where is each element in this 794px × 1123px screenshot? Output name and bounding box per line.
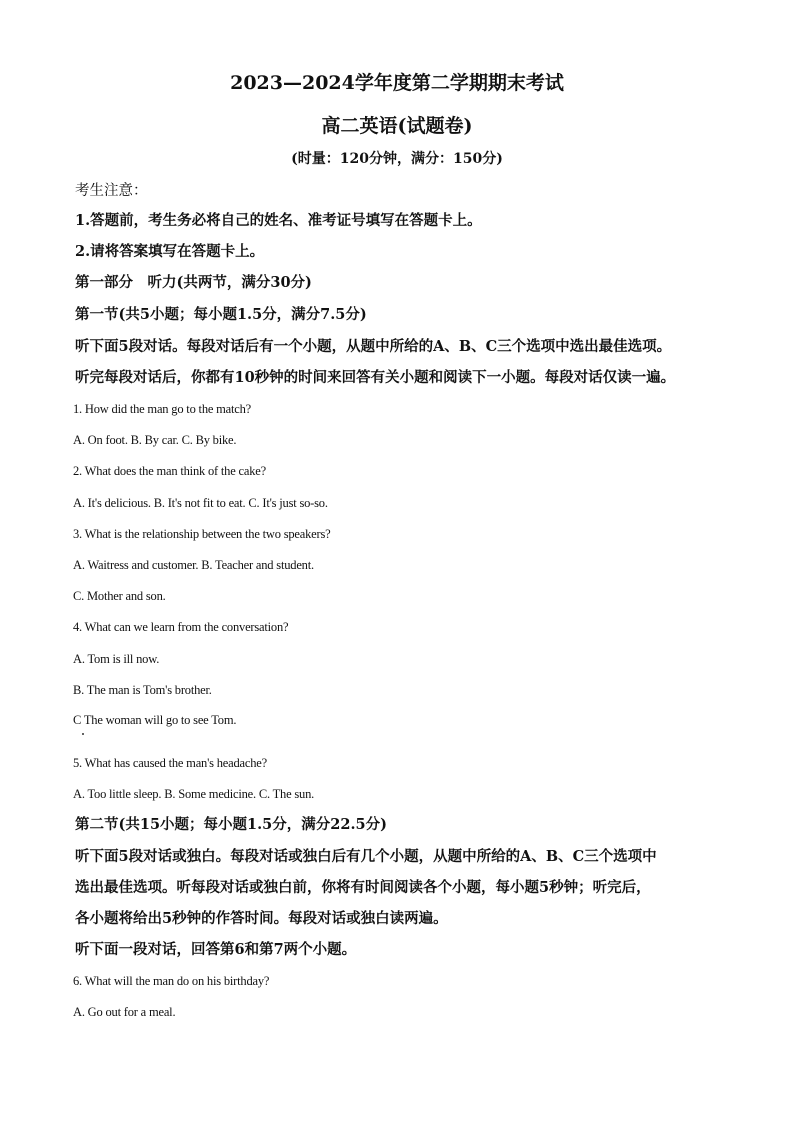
question-4-option-a: A. Tom is ill now.: [73, 652, 160, 666]
section2-instruction-4: 听下面一段对话，回答第6和第7两个小题。: [75, 941, 357, 958]
question-3: 3. What is the relationship between the two speakers?: [73, 527, 331, 541]
question-4-option-b: B. The man is Tom's brother.: [73, 683, 212, 697]
section2-instruction-3: 各小题将给出5秒钟的作答时间。每段对话或独白读两遍。: [75, 910, 448, 927]
question-4: 4. What can we learn from the conversation?: [73, 620, 289, 634]
question-3-options-1: A. Waitress and customer. B. Teacher and student.: [73, 558, 314, 572]
exam-meta: (时量：120分钟，满分：150分): [291, 151, 503, 167]
question-1: 1. How did the man go to the match?: [73, 402, 252, 416]
section1-instruction-1: 听下面5段对话。每段对话后有一个小题，从题中所给的A、B、C三个选项中选出最佳选项。: [75, 338, 672, 355]
question-3-options-2: C. Mother and son.: [73, 589, 166, 603]
question-4-option-c: C The woman will go to see Tom.: [73, 713, 237, 727]
notes-item-1: 1.答题前，考生务必将自己的姓名、准考证号填写在答题卡上。: [75, 212, 482, 229]
section1-heading: 第一节(共5小题；每小题1.5分，满分7.5分): [75, 306, 367, 323]
section1-instruction-2: 听完每段对话后，你都有10秒钟的时间来回答有关小题和阅读下一小题。每段对话仅读一遍。: [75, 369, 676, 386]
question-6: 6. What will the man do on his birthday?: [73, 974, 270, 988]
notes-heading: 考生注意：: [75, 183, 148, 199]
question-1-options: A. On foot. B. By car. C. By bike.: [73, 433, 237, 447]
section2-heading: 第二节(共15小题；每小题1.5分，满分22.5分): [75, 816, 387, 833]
question-6-option-a: A. Go out for a meal.: [73, 1005, 176, 1019]
question-2: 2. What does the man think of the cake?: [73, 464, 266, 478]
section2-instruction-1: 听下面5段对话或独白。每段对话或独白后有几个小题，从题中所给的A、B、C三个选项中: [75, 848, 657, 865]
section2-instruction-2: 选出最佳选项。听每段对话或独白前，你将有时间阅读各个小题，每小题5秒钟；听完后，: [75, 879, 651, 896]
question-5-options: A. Too little sleep. B. Some medicine. C. The sun.: [73, 787, 315, 801]
notes-item-2: 2.请将答案填写在答题卡上。: [75, 243, 265, 260]
question-2-options: A. It's delicious. B. It's not fit to eat. C. It's just so-so.: [73, 496, 328, 510]
part1-heading: 第一部分 听力(共两节，满分30分): [75, 274, 312, 291]
exam-subtitle: 高二英语(试题卷): [321, 115, 473, 137]
stray-dot-mark: [82, 733, 84, 735]
exam-title: 2023—2024学年度第二学期期末考试: [230, 72, 564, 94]
question-5: 5. What has caused the man's headache?: [73, 756, 267, 770]
